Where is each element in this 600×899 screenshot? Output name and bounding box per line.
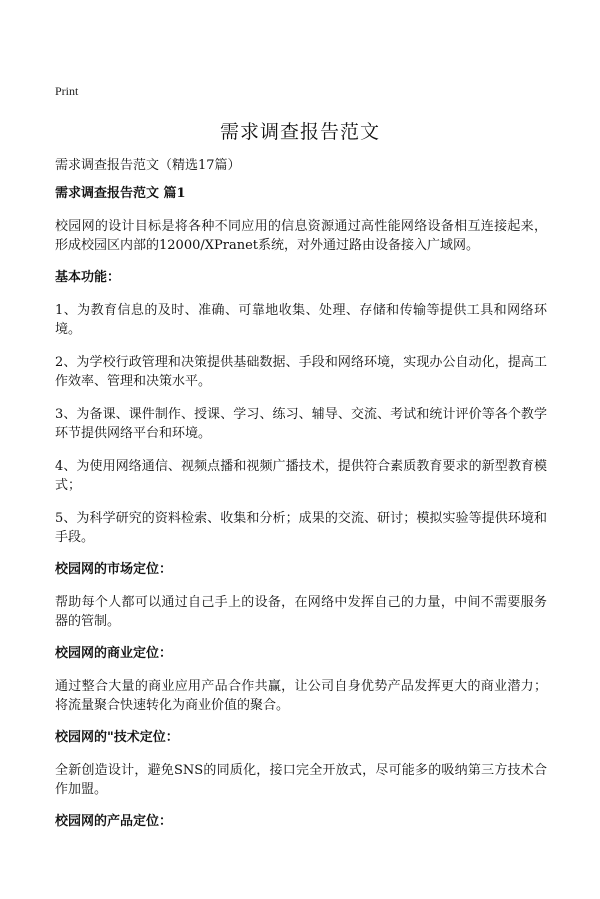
section-heading: 需求调查报告范文 篇1 <box>55 186 186 201</box>
print-label: Print <box>55 84 79 98</box>
section-heading: 校园网的商业定位： <box>55 646 173 661</box>
document-subtitle: 需求调查报告范文（精选17篇） <box>55 158 241 173</box>
paragraph: 2、为学校行政管理和决策提供基础数据、手段和网络环境，实现办公自动化，提高工作效率、管理和决策水平。 <box>55 355 547 389</box>
paragraph: 4、为使用网络通信、视频点播和视频广播技术，提供符合素质教育要求的新型教育模式； <box>55 459 547 493</box>
paragraph: 校园网的设计目标是将各种不同应用的信息资源通过高性能网络设备相互连接起来，形成校园区内部的12000/XPranet系统，对外通过路由设备接入广域网。 <box>55 219 547 253</box>
document-body <box>55 185 547 845</box>
paragraph: 通过整合大量的商业应用产品合作共赢，让公司自身优势产品发挥更大的商业潜力；将流量聚合快速转化为商业价值的聚合。 <box>55 679 547 713</box>
section-heading: 校园网的"技术定位： <box>55 730 179 745</box>
paragraph: 全新创造设计，避免SNS的同质化，接口完全开放式，尽可能多的吸纳第三方技术合作加盟。 <box>55 763 547 797</box>
section-heading: 校园网的市场定位： <box>55 562 173 577</box>
section-heading: 基本功能： <box>55 270 121 285</box>
paragraph: 帮助每个人都可以通过自己手上的设备，在网络中发挥自己的力量，中间不需要服务器的管制。 <box>55 595 547 629</box>
section-heading: 校园网的产品定位： <box>55 814 173 829</box>
paragraph: 5、为科学研究的资料检索、收集和分析；成果的交流、研讨；模拟实验等提供环境和手段。 <box>55 511 547 545</box>
page-title: 需求调查报告范文 <box>219 121 380 143</box>
paragraph: 3、为备课、课件制作、授课、学习、练习、辅导、交流、考试和统计评价等各个教学环节提供网络平台和环境。 <box>55 407 547 441</box>
paragraph: 1、为教育信息的及时、准确、可靠地收集、处理、存储和传输等提供工具和网络环境。 <box>55 303 547 337</box>
